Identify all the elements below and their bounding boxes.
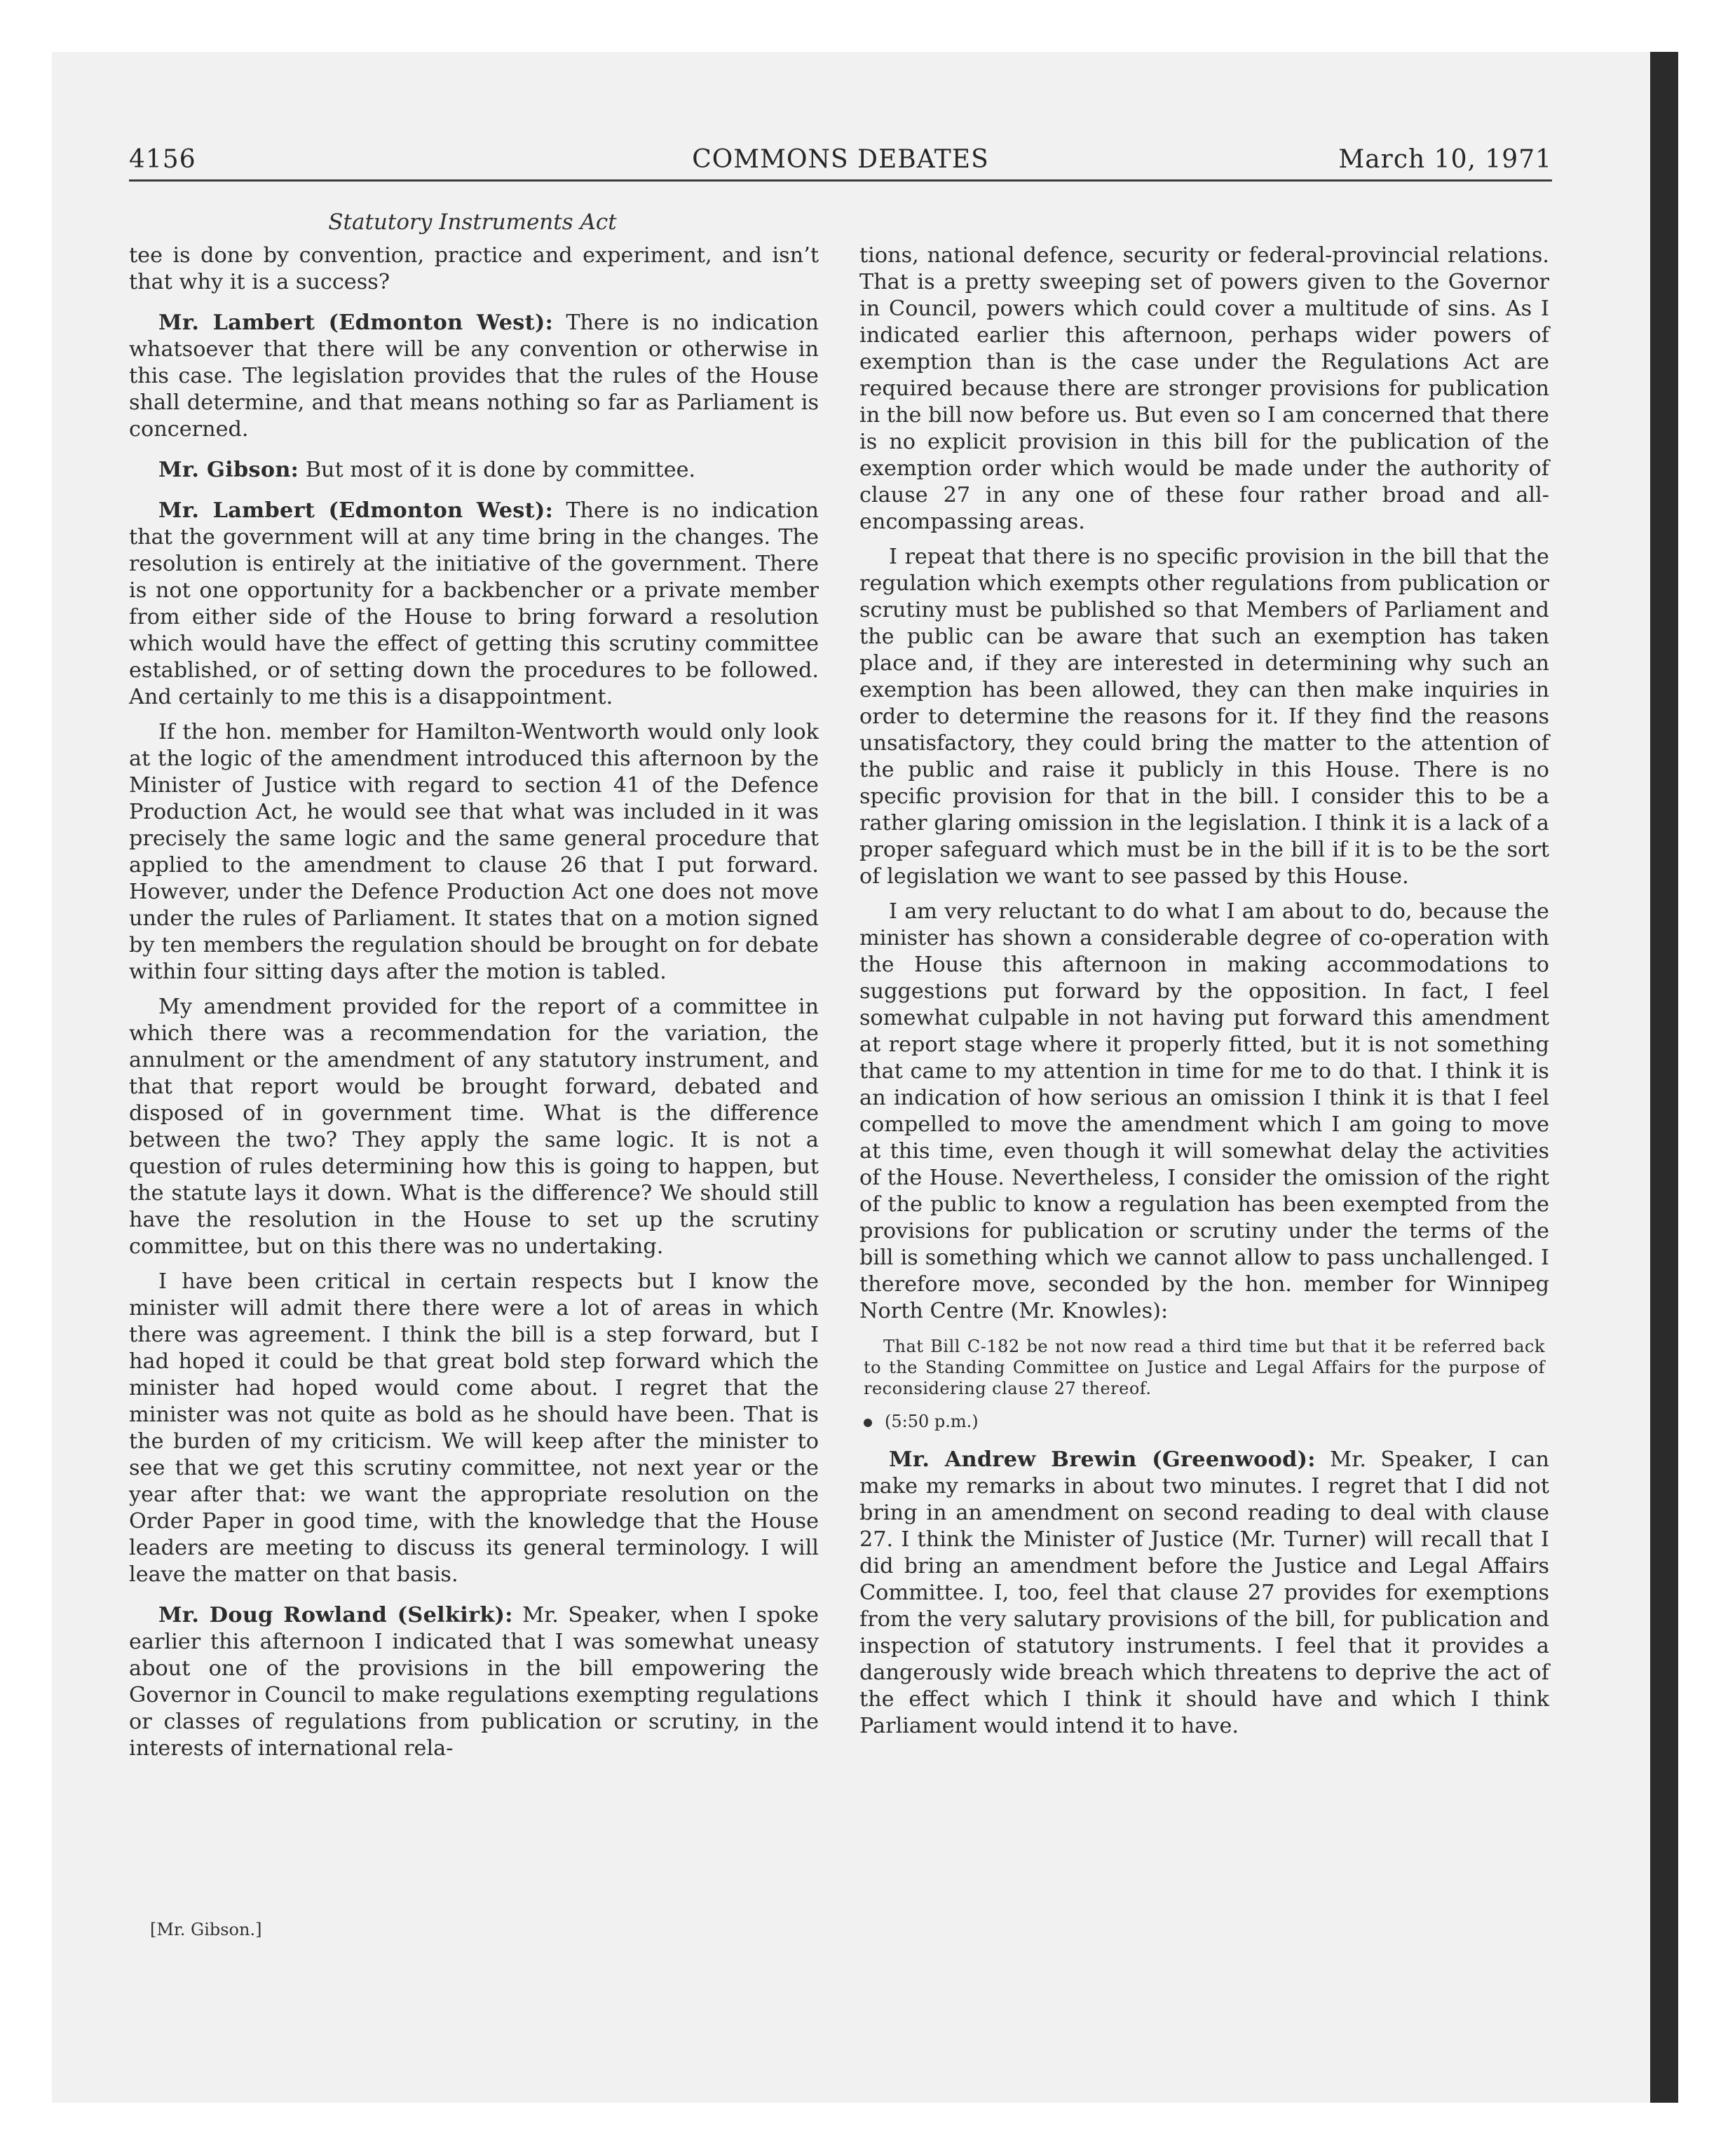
paragraph: tee is done by convention, practice and experiment, and isn’t that why it is a success? bbox=[129, 243, 819, 294]
speaker-name: Mr. Gibson: bbox=[158, 458, 299, 482]
paragraph: If the hon. member for Hamilton-Wentworth would only look at the logic of the amendment introduced this afternoon by the Minister of Justice with regard to section 41 of the Defence Production Act, he would see that what was included in it was precisely the same logic and the same general procedure that applied to the amendment to clause 26 that I put forward. However, under the Defence Production Act one does not move under the rules of Parliament. It states that on a motion signed by ten members the regulation should be brought on for debate within four sitting days after the motion is tabled. bbox=[129, 720, 819, 984]
paragraph bbox=[129, 310, 819, 443]
speaker-name: Mr. Andrew Brewin (Greenwood): bbox=[889, 1447, 1316, 1472]
right-column bbox=[859, 243, 1549, 1740]
speech-text: But most of it is done by committee. bbox=[299, 458, 696, 482]
scan-edge-bar bbox=[1650, 52, 1678, 2103]
paragraph: I repeat that there is no specific provision in the bill that the regulation which exempts other regulations from publication or scrutiny must be published so that Members of Parliament and the public can be aware that such an exemption has taken place and, if they are interested in determining why such an exemption has been allowed, they can then make inquiries in order to determine the reasons for it. If they find the reasons unsatisfactory, they could bring the matter to the attention of the public and raise it publicly in this House. There is no specific provision for that in the bill. I consider this to be a rather glaring omission in the legislation. I think it is a lack of a proper safeguard which must be in the bill if it is to be the sort of legislation we want to see passed by this House. bbox=[859, 545, 1549, 889]
paragraph bbox=[129, 1602, 819, 1762]
timestamp bbox=[859, 1410, 1549, 1433]
section-title: Statutory Instruments Act bbox=[328, 210, 617, 235]
speaker-name: Mr. Doug Rowland (Selkirk): bbox=[158, 1603, 513, 1628]
paragraph: My amendment provided for the report of a committee in which there was a recommendation for the variation, the annulment or the amendment of any statutory instrument, and that that report would be brought forward, debated and disposed of in government time. What is the difference between the two? They apply the same logic. It is not a question of rules determining how this is going to happen, but the statute lays it down. What is the difference? We should still have the resolution in the House to set up the scrutiny committee, but on this there was no undertaking. bbox=[129, 995, 819, 1259]
paragraph bbox=[129, 457, 819, 484]
speech-text: There is no indication whatsoever that there will be any convention or otherwise in this case. The legislation provides that the rules of the House shall determine, and that means nothing so far as Parliament is concerned. bbox=[129, 311, 819, 442]
paragraph bbox=[129, 498, 819, 711]
paragraph: I am very reluctant to do what I am about to do, because the minister has shown a considerable degree of co-operation with the House this afternoon in making accommodations to suggestions put forward by the opposition. In fact, I feel somewhat culpable in not having put forward this amendment at report stage where it properly fitted, but it is not something that came to my attention in time for me to do that. I think it is an indication of how serious an omission I think it is that I feel compelled to move the amendment which I am going to move at this time, even though it will somewhat delay the activities of the House. Nevertheless, I consider the omission of the right of the public to know a regulation has been exempted from the provisions for publication or scrutiny under the terms of the bill is something which we cannot allow to pass unchallenged. I therefore move, seconded by the hon. member for Winnipeg North Centre (Mr. Knowles): bbox=[859, 899, 1549, 1323]
paragraph bbox=[859, 1447, 1549, 1740]
speaker-name: Mr. Lambert (Edmonton West): bbox=[158, 311, 554, 335]
speech-text: Mr. Speaker, I can make my remarks in about two minutes. I regret that I did not bring in an amendment on second reading to deal with clause 27. I think the Minister of Justice (Mr. Turner) will recall that I did bring an amendment before the Justice and Legal Affairs Committee. I, too, feel that clause 27 provides for exemptions from the very salutary provisions of the bill, for publication and inspection of statutory instruments. I feel that it provides a dangerously wide breach which threatens to deprive the act of the effect which I think it should have and which I think Parliament would intend it to have. bbox=[859, 1447, 1549, 1738]
motion-text: That Bill C-182 be not now read a third time but that it be referred back to the Standing Committee on Justice and Legal Affairs for the purpose of reconsidering clause 27 thereof. bbox=[864, 1337, 1545, 1398]
page-date: March 10, 1971 bbox=[1338, 145, 1552, 174]
footer-note: [Mr. Gibson.] bbox=[150, 1920, 262, 1939]
publication-title: COMMONS DEBATES bbox=[692, 145, 989, 174]
speech-text: Mr. Speaker, when I spoke earlier this afternoon I indicated that I was somewhat uneasy about one of the provisions in the bill empowering the Governor in Council to make regulations exempting regulations or classes of regulations from publication or scrutiny, in the interests of international rela- bbox=[129, 1603, 819, 1761]
bullet-icon bbox=[864, 1419, 872, 1427]
paragraph: tions, national defence, security or federal-provincial relations. That is a pretty sweeping set of powers given to the Governor in Council, powers which could cover a multitude of sins. As I indicated earlier this afternoon, perhaps wider powers of exemption than is the case under the Regulations Act are required because there are stronger provisions for publication in the bill now before us. But even so I am concerned that there is no explicit provision in this bill for the publication of the exemption order which would be made under the authority of clause 27 in any one of these four rather broad and all-encompassing areas. bbox=[859, 243, 1549, 534]
speaker-name: Mr. Lambert (Edmonton West): bbox=[158, 498, 554, 523]
paragraph: I have been critical in certain respects but I know the minister will admit there there were a lot of areas in which there was agreement. I think the bill is a step forward, but I had hoped it could be that great bold step forward which the minister had hoped would come about. I regret that the minister was not quite as bold as he should have been. That is the burden of my criticism. We will keep after the minister to see that we get this scrutiny committee, not next year or the year after that: we want the appropriate resolution on the Order Paper in good time, with the knowledge that the House leaders are meeting to discuss its general terminology. I will leave the matter on that basis. bbox=[129, 1269, 819, 1587]
left-column bbox=[129, 243, 819, 1762]
page-header bbox=[129, 143, 1552, 182]
page-number: 4156 bbox=[129, 145, 196, 174]
timestamp-text: (5:50 p.m.) bbox=[885, 1412, 979, 1431]
speech-text: There is no indication that the government will at any time bring in the changes. The resolution is entirely at the initiative of the government. There is not one opportunity for a backbencher or a private member from either side of the House to bring forward a resolution which would have the effect of getting this scrutiny committee established, or of setting down the procedures to be followed. And certainly to me this is a disappointment. bbox=[129, 498, 819, 709]
